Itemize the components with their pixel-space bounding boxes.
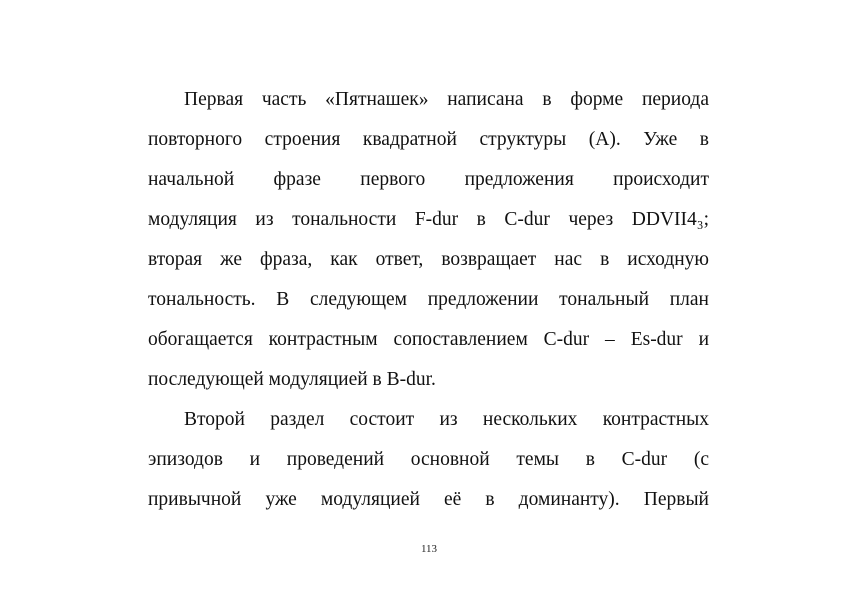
text-line: эпизодов и проведений основной темы в C-dur (с — [148, 449, 709, 470]
text-line: модуляция из тональности F-dur в C-dur через DDVII4₃; — [148, 209, 709, 230]
body-text — [148, 80, 709, 520]
text-line: начальной фразе первого предложения происходит — [148, 169, 709, 190]
text-line: привычной уже модуляцией её в доминанту). Первый — [148, 489, 709, 510]
page-number: 113 — [420, 543, 438, 555]
text-line: вторая же фраза, как ответ, возвращает нас в исходную — [148, 249, 709, 270]
text-line: Второй раздел состоит из нескольких контрастных — [184, 409, 709, 430]
text-line: Первая часть «Пятнашек» написана в форме периода — [184, 89, 709, 110]
text-line: последующей модуляцией в B-dur. — [148, 369, 436, 390]
text-line: тональность. В следующем предложении тональный план — [148, 289, 709, 310]
text-line: обогащается контрастным сопоставлением C-dur – Es-dur и — [148, 329, 709, 350]
text-line: повторного строения квадратной структуры (А). Уже в — [148, 129, 709, 150]
